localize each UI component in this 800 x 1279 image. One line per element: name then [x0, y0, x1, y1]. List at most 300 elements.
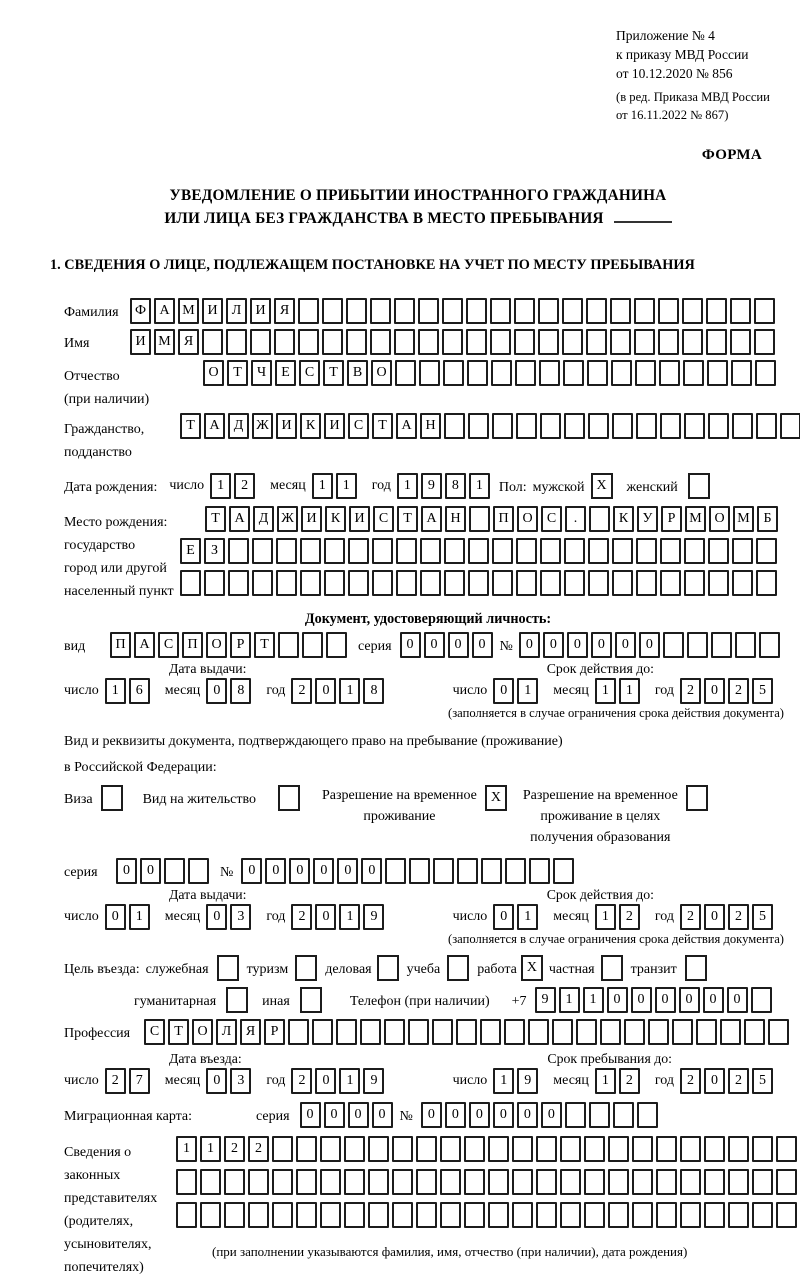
char-cell[interactable]: Ж — [277, 506, 298, 532]
char-cell[interactable] — [296, 1169, 317, 1195]
char-cell[interactable]: Т — [372, 413, 393, 439]
char-cell[interactable] — [704, 1202, 725, 1228]
char-cell[interactable]: 2 — [728, 904, 749, 930]
char-cell[interactable]: 9 — [535, 987, 556, 1013]
char-cell[interactable] — [395, 360, 416, 386]
char-cell[interactable] — [394, 298, 415, 324]
char-cell[interactable]: 7 — [129, 1068, 150, 1094]
char-cell[interactable]: 0 — [639, 632, 660, 658]
char-cell[interactable] — [755, 360, 776, 386]
char-cell[interactable] — [536, 1136, 557, 1162]
char-cell[interactable] — [272, 1169, 293, 1195]
char-cell[interactable] — [416, 1202, 437, 1228]
char-cell[interactable] — [324, 570, 345, 596]
char-cell[interactable] — [776, 1136, 797, 1162]
char-cell[interactable] — [278, 632, 299, 658]
purpose-private-checkbox[interactable] — [601, 955, 623, 981]
char-cell[interactable]: 5 — [752, 1068, 773, 1094]
char-cell[interactable]: Т — [397, 506, 418, 532]
char-cell[interactable]: Е — [180, 538, 201, 564]
char-cell[interactable]: Т — [227, 360, 248, 386]
char-cell[interactable]: 0 — [655, 987, 676, 1013]
char-cell[interactable] — [456, 1019, 477, 1045]
char-cell[interactable]: 0 — [315, 678, 336, 704]
char-cell[interactable]: С — [299, 360, 320, 386]
purpose-humanitarian-checkbox[interactable] — [226, 987, 248, 1013]
char-cell[interactable] — [696, 1019, 717, 1045]
char-cell[interactable] — [538, 298, 559, 324]
char-cell[interactable] — [584, 1136, 605, 1162]
char-cell[interactable] — [204, 570, 225, 596]
char-cell[interactable]: 1 — [595, 904, 616, 930]
char-cell[interactable]: И — [349, 506, 370, 532]
char-cell[interactable] — [512, 1136, 533, 1162]
char-cell[interactable] — [504, 1019, 525, 1045]
char-cell[interactable]: О — [709, 506, 730, 532]
char-cell[interactable] — [751, 987, 772, 1013]
char-cell[interactable] — [735, 632, 756, 658]
char-cell[interactable]: 1 — [339, 904, 360, 930]
char-cell[interactable] — [540, 413, 561, 439]
char-cell[interactable] — [588, 538, 609, 564]
char-cell[interactable]: 5 — [752, 678, 773, 704]
char-cell[interactable] — [370, 298, 391, 324]
purpose-transit-checkbox[interactable] — [685, 955, 707, 981]
char-cell[interactable] — [226, 329, 247, 355]
char-cell[interactable] — [512, 1202, 533, 1228]
char-cell[interactable] — [754, 329, 775, 355]
char-cell[interactable] — [711, 632, 732, 658]
char-cell[interactable]: П — [110, 632, 131, 658]
char-cell[interactable] — [732, 570, 753, 596]
char-cell[interactable]: 1 — [105, 678, 126, 704]
char-cell[interactable]: О — [192, 1019, 213, 1045]
char-cell[interactable] — [780, 413, 800, 439]
char-cell[interactable] — [344, 1202, 365, 1228]
char-cell[interactable] — [658, 329, 679, 355]
char-cell[interactable]: 1 — [517, 678, 538, 704]
char-cell[interactable] — [732, 538, 753, 564]
char-cell[interactable] — [516, 538, 537, 564]
char-cell[interactable]: 1 — [129, 904, 150, 930]
char-cell[interactable] — [672, 1019, 693, 1045]
char-cell[interactable] — [490, 298, 511, 324]
char-cell[interactable]: 2 — [248, 1136, 269, 1162]
char-cell[interactable] — [202, 329, 223, 355]
char-cell[interactable] — [392, 1136, 413, 1162]
char-cell[interactable]: 0 — [679, 987, 700, 1013]
char-cell[interactable] — [516, 413, 537, 439]
purpose-study-checkbox[interactable] — [447, 955, 469, 981]
char-cell[interactable] — [707, 360, 728, 386]
char-cell[interactable]: 0 — [348, 1102, 369, 1128]
char-cell[interactable] — [756, 570, 777, 596]
char-cell[interactable] — [656, 1202, 677, 1228]
char-cell[interactable] — [276, 538, 297, 564]
char-cell[interactable] — [682, 329, 703, 355]
char-cell[interactable]: 0 — [704, 1068, 725, 1094]
char-cell[interactable]: И — [250, 298, 271, 324]
char-cell[interactable] — [420, 570, 441, 596]
char-cell[interactable] — [248, 1169, 269, 1195]
char-cell[interactable] — [480, 1019, 501, 1045]
char-cell[interactable]: С — [158, 632, 179, 658]
char-cell[interactable]: Д — [228, 413, 249, 439]
char-cell[interactable] — [466, 298, 487, 324]
char-cell[interactable] — [298, 298, 319, 324]
char-cell[interactable]: 1 — [339, 1068, 360, 1094]
char-cell[interactable]: 1 — [469, 473, 490, 499]
char-cell[interactable] — [324, 538, 345, 564]
char-cell[interactable] — [466, 329, 487, 355]
char-cell[interactable]: 0 — [313, 858, 334, 884]
char-cell[interactable] — [464, 1136, 485, 1162]
char-cell[interactable]: 0 — [361, 858, 382, 884]
char-cell[interactable] — [538, 329, 559, 355]
char-cell[interactable] — [562, 298, 583, 324]
char-cell[interactable] — [444, 570, 465, 596]
char-cell[interactable] — [420, 538, 441, 564]
char-cell[interactable]: 0 — [591, 632, 612, 658]
char-cell[interactable]: 0 — [315, 1068, 336, 1094]
char-cell[interactable]: 8 — [230, 678, 251, 704]
char-cell[interactable] — [300, 570, 321, 596]
char-cell[interactable]: 2 — [680, 904, 701, 930]
char-cell[interactable]: 0 — [607, 987, 628, 1013]
char-cell[interactable] — [637, 1102, 658, 1128]
char-cell[interactable]: З — [204, 538, 225, 564]
char-cell[interactable] — [540, 538, 561, 564]
char-cell[interactable] — [658, 298, 679, 324]
char-cell[interactable] — [768, 1019, 789, 1045]
char-cell[interactable] — [706, 329, 727, 355]
purpose-other-checkbox[interactable] — [300, 987, 322, 1013]
char-cell[interactable] — [608, 1202, 629, 1228]
char-cell[interactable]: Т — [180, 413, 201, 439]
char-cell[interactable]: 2 — [234, 473, 255, 499]
char-cell[interactable] — [656, 1169, 677, 1195]
char-cell[interactable]: 9 — [421, 473, 442, 499]
char-cell[interactable] — [744, 1019, 765, 1045]
char-cell[interactable] — [636, 538, 657, 564]
char-cell[interactable]: Я — [240, 1019, 261, 1045]
char-cell[interactable] — [274, 329, 295, 355]
char-cell[interactable] — [608, 1169, 629, 1195]
char-cell[interactable] — [759, 632, 780, 658]
char-cell[interactable] — [224, 1169, 245, 1195]
char-cell[interactable] — [344, 1169, 365, 1195]
char-cell[interactable] — [632, 1136, 653, 1162]
char-cell[interactable] — [440, 1202, 461, 1228]
char-cell[interactable] — [272, 1136, 293, 1162]
char-cell[interactable]: 2 — [291, 904, 312, 930]
char-cell[interactable] — [588, 413, 609, 439]
char-cell[interactable] — [394, 329, 415, 355]
char-cell[interactable] — [584, 1169, 605, 1195]
char-cell[interactable] — [529, 858, 550, 884]
char-cell[interactable] — [560, 1169, 581, 1195]
char-cell[interactable]: О — [517, 506, 538, 532]
char-cell[interactable]: 0 — [472, 632, 493, 658]
char-cell[interactable]: 3 — [230, 1068, 251, 1094]
char-cell[interactable] — [563, 360, 584, 386]
char-cell[interactable]: Ч — [251, 360, 272, 386]
char-cell[interactable]: К — [325, 506, 346, 532]
char-cell[interactable]: К — [300, 413, 321, 439]
char-cell[interactable]: А — [204, 413, 225, 439]
residence-checkbox[interactable] — [278, 785, 300, 811]
char-cell[interactable]: 0 — [206, 904, 227, 930]
char-cell[interactable] — [636, 413, 657, 439]
char-cell[interactable]: Л — [216, 1019, 237, 1045]
char-cell[interactable] — [708, 538, 729, 564]
char-cell[interactable] — [248, 1202, 269, 1228]
char-cell[interactable]: 0 — [445, 1102, 466, 1128]
char-cell[interactable] — [514, 329, 535, 355]
char-cell[interactable]: 2 — [105, 1068, 126, 1094]
char-cell[interactable]: 0 — [324, 1102, 345, 1128]
char-cell[interactable] — [396, 570, 417, 596]
char-cell[interactable]: 0 — [493, 678, 514, 704]
char-cell[interactable]: С — [144, 1019, 165, 1045]
char-cell[interactable]: Я — [178, 329, 199, 355]
char-cell[interactable] — [312, 1019, 333, 1045]
char-cell[interactable] — [512, 1169, 533, 1195]
char-cell[interactable] — [443, 360, 464, 386]
char-cell[interactable] — [302, 632, 323, 658]
char-cell[interactable] — [180, 570, 201, 596]
char-cell[interactable] — [444, 538, 465, 564]
purpose-work-checkbox[interactable]: X — [521, 955, 543, 981]
char-cell[interactable] — [491, 360, 512, 386]
char-cell[interactable] — [516, 570, 537, 596]
char-cell[interactable] — [457, 858, 478, 884]
char-cell[interactable]: Т — [254, 632, 275, 658]
char-cell[interactable] — [467, 360, 488, 386]
char-cell[interactable] — [683, 360, 704, 386]
char-cell[interactable] — [752, 1169, 773, 1195]
char-cell[interactable]: . — [565, 506, 586, 532]
char-cell[interactable]: 0 — [206, 1068, 227, 1094]
char-cell[interactable] — [589, 1102, 610, 1128]
char-cell[interactable] — [680, 1202, 701, 1228]
char-cell[interactable]: 2 — [728, 1068, 749, 1094]
char-cell[interactable]: 2 — [680, 678, 701, 704]
char-cell[interactable] — [611, 360, 632, 386]
char-cell[interactable] — [464, 1169, 485, 1195]
char-cell[interactable]: Е — [275, 360, 296, 386]
char-cell[interactable]: 0 — [493, 904, 514, 930]
char-cell[interactable] — [612, 570, 633, 596]
char-cell[interactable] — [348, 538, 369, 564]
char-cell[interactable] — [576, 1019, 597, 1045]
char-cell[interactable]: М — [733, 506, 754, 532]
char-cell[interactable] — [589, 506, 610, 532]
char-cell[interactable] — [326, 632, 347, 658]
char-cell[interactable] — [632, 1202, 653, 1228]
char-cell[interactable]: 5 — [752, 904, 773, 930]
char-cell[interactable]: Т — [205, 506, 226, 532]
char-cell[interactable]: И — [276, 413, 297, 439]
char-cell[interactable] — [370, 329, 391, 355]
char-cell[interactable]: О — [206, 632, 227, 658]
char-cell[interactable] — [368, 1136, 389, 1162]
char-cell[interactable] — [490, 329, 511, 355]
char-cell[interactable] — [348, 570, 369, 596]
char-cell[interactable] — [224, 1202, 245, 1228]
char-cell[interactable] — [565, 1102, 586, 1128]
char-cell[interactable]: 2 — [291, 1068, 312, 1094]
char-cell[interactable]: 0 — [289, 858, 310, 884]
char-cell[interactable] — [584, 1202, 605, 1228]
char-cell[interactable]: Т — [323, 360, 344, 386]
char-cell[interactable] — [336, 1019, 357, 1045]
char-cell[interactable] — [372, 538, 393, 564]
char-cell[interactable]: Н — [420, 413, 441, 439]
char-cell[interactable] — [728, 1169, 749, 1195]
char-cell[interactable]: 0 — [315, 904, 336, 930]
char-cell[interactable] — [440, 1169, 461, 1195]
char-cell[interactable]: Л — [226, 298, 247, 324]
char-cell[interactable] — [720, 1019, 741, 1045]
char-cell[interactable] — [469, 506, 490, 532]
char-cell[interactable] — [610, 298, 631, 324]
purpose-business-checkbox[interactable] — [217, 955, 239, 981]
sex-male-checkbox[interactable]: X — [591, 473, 613, 499]
char-cell[interactable] — [730, 329, 751, 355]
char-cell[interactable]: 1 — [493, 1068, 514, 1094]
char-cell[interactable]: 0 — [704, 904, 725, 930]
char-cell[interactable] — [704, 1136, 725, 1162]
char-cell[interactable]: 9 — [517, 1068, 538, 1094]
char-cell[interactable]: А — [134, 632, 155, 658]
char-cell[interactable] — [600, 1019, 621, 1045]
char-cell[interactable] — [660, 413, 681, 439]
char-cell[interactable]: В — [347, 360, 368, 386]
char-cell[interactable] — [515, 360, 536, 386]
char-cell[interactable] — [442, 329, 463, 355]
char-cell[interactable]: Я — [274, 298, 295, 324]
char-cell[interactable] — [562, 329, 583, 355]
char-cell[interactable]: Д — [253, 506, 274, 532]
char-cell[interactable]: 0 — [372, 1102, 393, 1128]
char-cell[interactable] — [680, 1169, 701, 1195]
char-cell[interactable]: М — [154, 329, 175, 355]
char-cell[interactable] — [624, 1019, 645, 1045]
char-cell[interactable] — [728, 1202, 749, 1228]
char-cell[interactable] — [684, 413, 705, 439]
char-cell[interactable]: Н — [445, 506, 466, 532]
char-cell[interactable] — [298, 329, 319, 355]
char-cell[interactable] — [468, 570, 489, 596]
char-cell[interactable] — [636, 570, 657, 596]
char-cell[interactable]: 1 — [176, 1136, 197, 1162]
char-cell[interactable] — [536, 1169, 557, 1195]
char-cell[interactable] — [564, 570, 585, 596]
char-cell[interactable]: 2 — [224, 1136, 245, 1162]
char-cell[interactable] — [536, 1202, 557, 1228]
char-cell[interactable] — [416, 1169, 437, 1195]
visa-checkbox[interactable] — [101, 785, 123, 811]
char-cell[interactable]: 0 — [241, 858, 262, 884]
char-cell[interactable]: 8 — [363, 678, 384, 704]
char-cell[interactable]: 2 — [291, 678, 312, 704]
char-cell[interactable] — [752, 1202, 773, 1228]
char-cell[interactable] — [468, 413, 489, 439]
char-cell[interactable]: 0 — [567, 632, 588, 658]
char-cell[interactable]: 0 — [704, 678, 725, 704]
char-cell[interactable] — [682, 298, 703, 324]
char-cell[interactable] — [384, 1019, 405, 1045]
char-cell[interactable] — [481, 858, 502, 884]
char-cell[interactable]: К — [613, 506, 634, 532]
char-cell[interactable] — [528, 1019, 549, 1045]
char-cell[interactable] — [680, 1136, 701, 1162]
char-cell[interactable]: 0 — [140, 858, 161, 884]
char-cell[interactable] — [288, 1019, 309, 1045]
char-cell[interactable] — [560, 1136, 581, 1162]
char-cell[interactable] — [442, 298, 463, 324]
char-cell[interactable]: 0 — [448, 632, 469, 658]
char-cell[interactable] — [346, 329, 367, 355]
char-cell[interactable]: 0 — [424, 632, 445, 658]
char-cell[interactable] — [492, 538, 513, 564]
char-cell[interactable]: У — [637, 506, 658, 532]
char-cell[interactable]: 0 — [543, 632, 564, 658]
char-cell[interactable] — [564, 413, 585, 439]
char-cell[interactable]: 0 — [519, 632, 540, 658]
char-cell[interactable]: 0 — [105, 904, 126, 930]
char-cell[interactable] — [610, 329, 631, 355]
char-cell[interactable]: 0 — [421, 1102, 442, 1128]
char-cell[interactable] — [659, 360, 680, 386]
char-cell[interactable]: 1 — [559, 987, 580, 1013]
char-cell[interactable] — [687, 632, 708, 658]
char-cell[interactable]: Т — [168, 1019, 189, 1045]
char-cell[interactable] — [322, 298, 343, 324]
char-cell[interactable] — [164, 858, 185, 884]
char-cell[interactable]: 0 — [400, 632, 421, 658]
char-cell[interactable] — [372, 570, 393, 596]
char-cell[interactable]: Р — [661, 506, 682, 532]
char-cell[interactable] — [444, 413, 465, 439]
char-cell[interactable]: 2 — [728, 678, 749, 704]
purpose-tourism-checkbox[interactable] — [295, 955, 317, 981]
char-cell[interactable]: Ж — [252, 413, 273, 439]
char-cell[interactable]: 0 — [631, 987, 652, 1013]
char-cell[interactable] — [396, 538, 417, 564]
char-cell[interactable]: С — [541, 506, 562, 532]
char-cell[interactable] — [660, 538, 681, 564]
char-cell[interactable] — [564, 538, 585, 564]
char-cell[interactable] — [385, 858, 406, 884]
char-cell[interactable] — [540, 570, 561, 596]
char-cell[interactable] — [368, 1169, 389, 1195]
char-cell[interactable]: 1 — [517, 904, 538, 930]
char-cell[interactable] — [432, 1019, 453, 1045]
char-cell[interactable] — [756, 538, 777, 564]
char-cell[interactable]: 0 — [493, 1102, 514, 1128]
char-cell[interactable] — [731, 360, 752, 386]
char-cell[interactable] — [492, 413, 513, 439]
char-cell[interactable]: А — [229, 506, 250, 532]
char-cell[interactable] — [539, 360, 560, 386]
char-cell[interactable] — [684, 570, 705, 596]
char-cell[interactable] — [200, 1202, 221, 1228]
char-cell[interactable]: 0 — [615, 632, 636, 658]
char-cell[interactable] — [252, 570, 273, 596]
char-cell[interactable]: 1 — [210, 473, 231, 499]
